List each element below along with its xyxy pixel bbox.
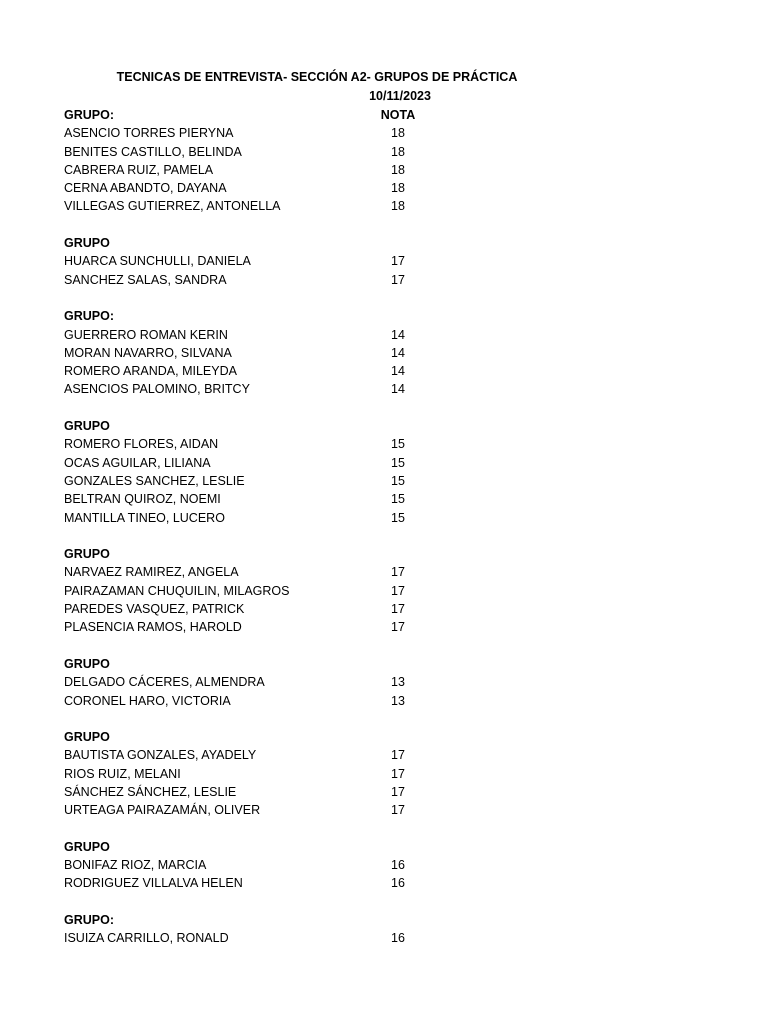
document-title: TECNICAS DE ENTREVISTA- SECCIÓN A2- GRUPOS DE PRÁCTICA: [116, 70, 518, 84]
group-spacer: [64, 216, 464, 234]
student-row: [64, 509, 464, 527]
student-grade: 15: [391, 437, 405, 452]
student-row: [64, 563, 464, 581]
student-name: HUARCA SUNCHULLI, DANIELA: [64, 254, 251, 269]
student-grade: 16: [391, 931, 405, 946]
group-spacer: [64, 527, 464, 545]
student-name: MORAN NAVARRO, SILVANA: [64, 345, 232, 360]
student-grade: 17: [391, 602, 405, 617]
student-row: [64, 197, 464, 215]
student-grade: 17: [391, 620, 405, 635]
group-label: GRUPO:: [64, 108, 114, 122]
student-name: NARVAEZ RAMIREZ, ANGELA: [64, 565, 239, 580]
student-grade: 17: [391, 748, 405, 763]
student-name: BAUTISTA GONZALES, AYADELY: [64, 748, 257, 763]
student-name: BONIFAZ RIOZ, MARCIA: [64, 858, 207, 873]
student-name: ISUIZA CARRILLO, RONALD: [64, 931, 229, 946]
student-name: BENITES CASTILLO, BELINDA: [64, 144, 242, 159]
student-name: BELTRAN QUIROZ, NOEMI: [64, 492, 221, 507]
student-row: [64, 746, 464, 764]
student-row: [64, 692, 464, 710]
student-row: [64, 435, 464, 453]
student-name: CORONEL HARO, VICTORIA: [64, 693, 231, 708]
student-row: [64, 326, 464, 344]
student-grade: 18: [391, 181, 405, 196]
student-grade: 17: [391, 583, 405, 598]
student-grade: 15: [391, 510, 405, 525]
student-name: MANTILLA TINEO, LUCERO: [64, 510, 225, 525]
student-name: PLASENCIA RAMOS, HAROLD: [64, 620, 242, 635]
student-grade: 18: [391, 162, 405, 177]
student-row: [64, 490, 464, 508]
student-name: ROMERO ARANDA, MILEYDA: [64, 364, 237, 379]
student-name: GUERRERO ROMAN KERIN: [64, 327, 228, 342]
student-name: CERNA ABANDTO, DAYANA: [64, 181, 227, 196]
group-label: GRUPO: [64, 419, 110, 434]
student-grade: 14: [391, 382, 405, 397]
group-spacer: [64, 710, 464, 728]
group-spacer: [64, 893, 464, 911]
student-row: [64, 582, 464, 600]
student-name: ROMERO FLORES, AIDAN: [64, 437, 219, 452]
student-name: RIOS RUIZ, MELANI: [64, 766, 181, 781]
student-name: PAIRAZAMAN CHUQUILIN, MILAGROS: [64, 583, 290, 598]
student-grade: 13: [391, 693, 405, 708]
student-name: PAREDES VASQUEZ, PATRICK: [64, 602, 245, 617]
student-row: [64, 362, 464, 380]
group-spacer: [64, 289, 464, 307]
student-grade: 16: [391, 858, 405, 873]
student-row: [64, 600, 464, 618]
student-name: OCAS AGUILAR, LILIANA: [64, 455, 211, 470]
student-grade: 17: [391, 565, 405, 580]
student-row: [64, 454, 464, 472]
student-row: [64, 673, 464, 691]
student-row: [64, 124, 464, 142]
student-grade: 15: [391, 455, 405, 470]
student-row: [64, 783, 464, 801]
student-name: DELGADO CÁCERES, ALMENDRA: [64, 675, 265, 690]
student-grade: 17: [391, 803, 405, 818]
group-label: GRUPO:: [64, 913, 114, 928]
student-row: [64, 161, 464, 179]
group-list: [64, 106, 464, 948]
group-label: GRUPO: [64, 236, 110, 251]
student-name: RODRIGUEZ VILLALVA HELEN: [64, 876, 243, 891]
student-row: [64, 472, 464, 490]
student-row: [64, 765, 464, 783]
student-grade: 15: [391, 492, 405, 507]
student-name: SÁNCHEZ SÁNCHEZ, LESLIE: [64, 784, 237, 799]
group-spacer: [64, 637, 464, 655]
student-grade: 17: [391, 272, 405, 287]
student-row: [64, 271, 464, 289]
student-grade: 18: [391, 199, 405, 214]
group-label: GRUPO:: [64, 309, 114, 324]
student-name: ASENCIOS PALOMINO, BRITCY: [64, 382, 250, 397]
student-name: URTEAGA PAIRAZAMÁN, OLIVER: [64, 803, 261, 818]
group-spacer: [64, 399, 464, 417]
group-label: GRUPO: [64, 656, 110, 671]
student-grade: 17: [391, 766, 405, 781]
student-grade: 17: [391, 254, 405, 269]
student-grade: 13: [391, 675, 405, 690]
student-row: [64, 344, 464, 362]
student-grade: 14: [391, 345, 405, 360]
group-label: GRUPO: [64, 547, 110, 562]
student-grade: 16: [391, 876, 405, 891]
student-name: VILLEGAS GUTIERREZ, ANTONELLA: [64, 199, 281, 214]
student-row: [64, 801, 464, 819]
nota-column-header: NOTA: [380, 108, 416, 122]
group-spacer: [64, 820, 464, 838]
student-grade: 14: [391, 364, 405, 379]
student-grade: 18: [391, 126, 405, 141]
student-grade: 18: [391, 144, 405, 159]
document-date: 10/11/2023: [369, 89, 431, 103]
student-name: CABRERA RUIZ, PAMELA: [64, 162, 214, 177]
student-grade: 15: [391, 473, 405, 488]
student-row: [64, 874, 464, 892]
group-label: GRUPO: [64, 839, 110, 854]
student-grade: 17: [391, 784, 405, 799]
student-row: [64, 856, 464, 874]
student-row: [64, 252, 464, 270]
student-row: [64, 618, 464, 636]
student-name: GONZALES SANCHEZ, LESLIE: [64, 473, 245, 488]
student-name: ASENCIO TORRES PIERYNA: [64, 126, 234, 141]
student-grade: 14: [391, 327, 405, 342]
student-row: [64, 929, 464, 947]
student-name: SANCHEZ SALAS, SANDRA: [64, 272, 227, 287]
student-row: [64, 179, 464, 197]
group-label: GRUPO: [64, 730, 110, 745]
student-row: [64, 380, 464, 398]
student-row: [64, 143, 464, 161]
